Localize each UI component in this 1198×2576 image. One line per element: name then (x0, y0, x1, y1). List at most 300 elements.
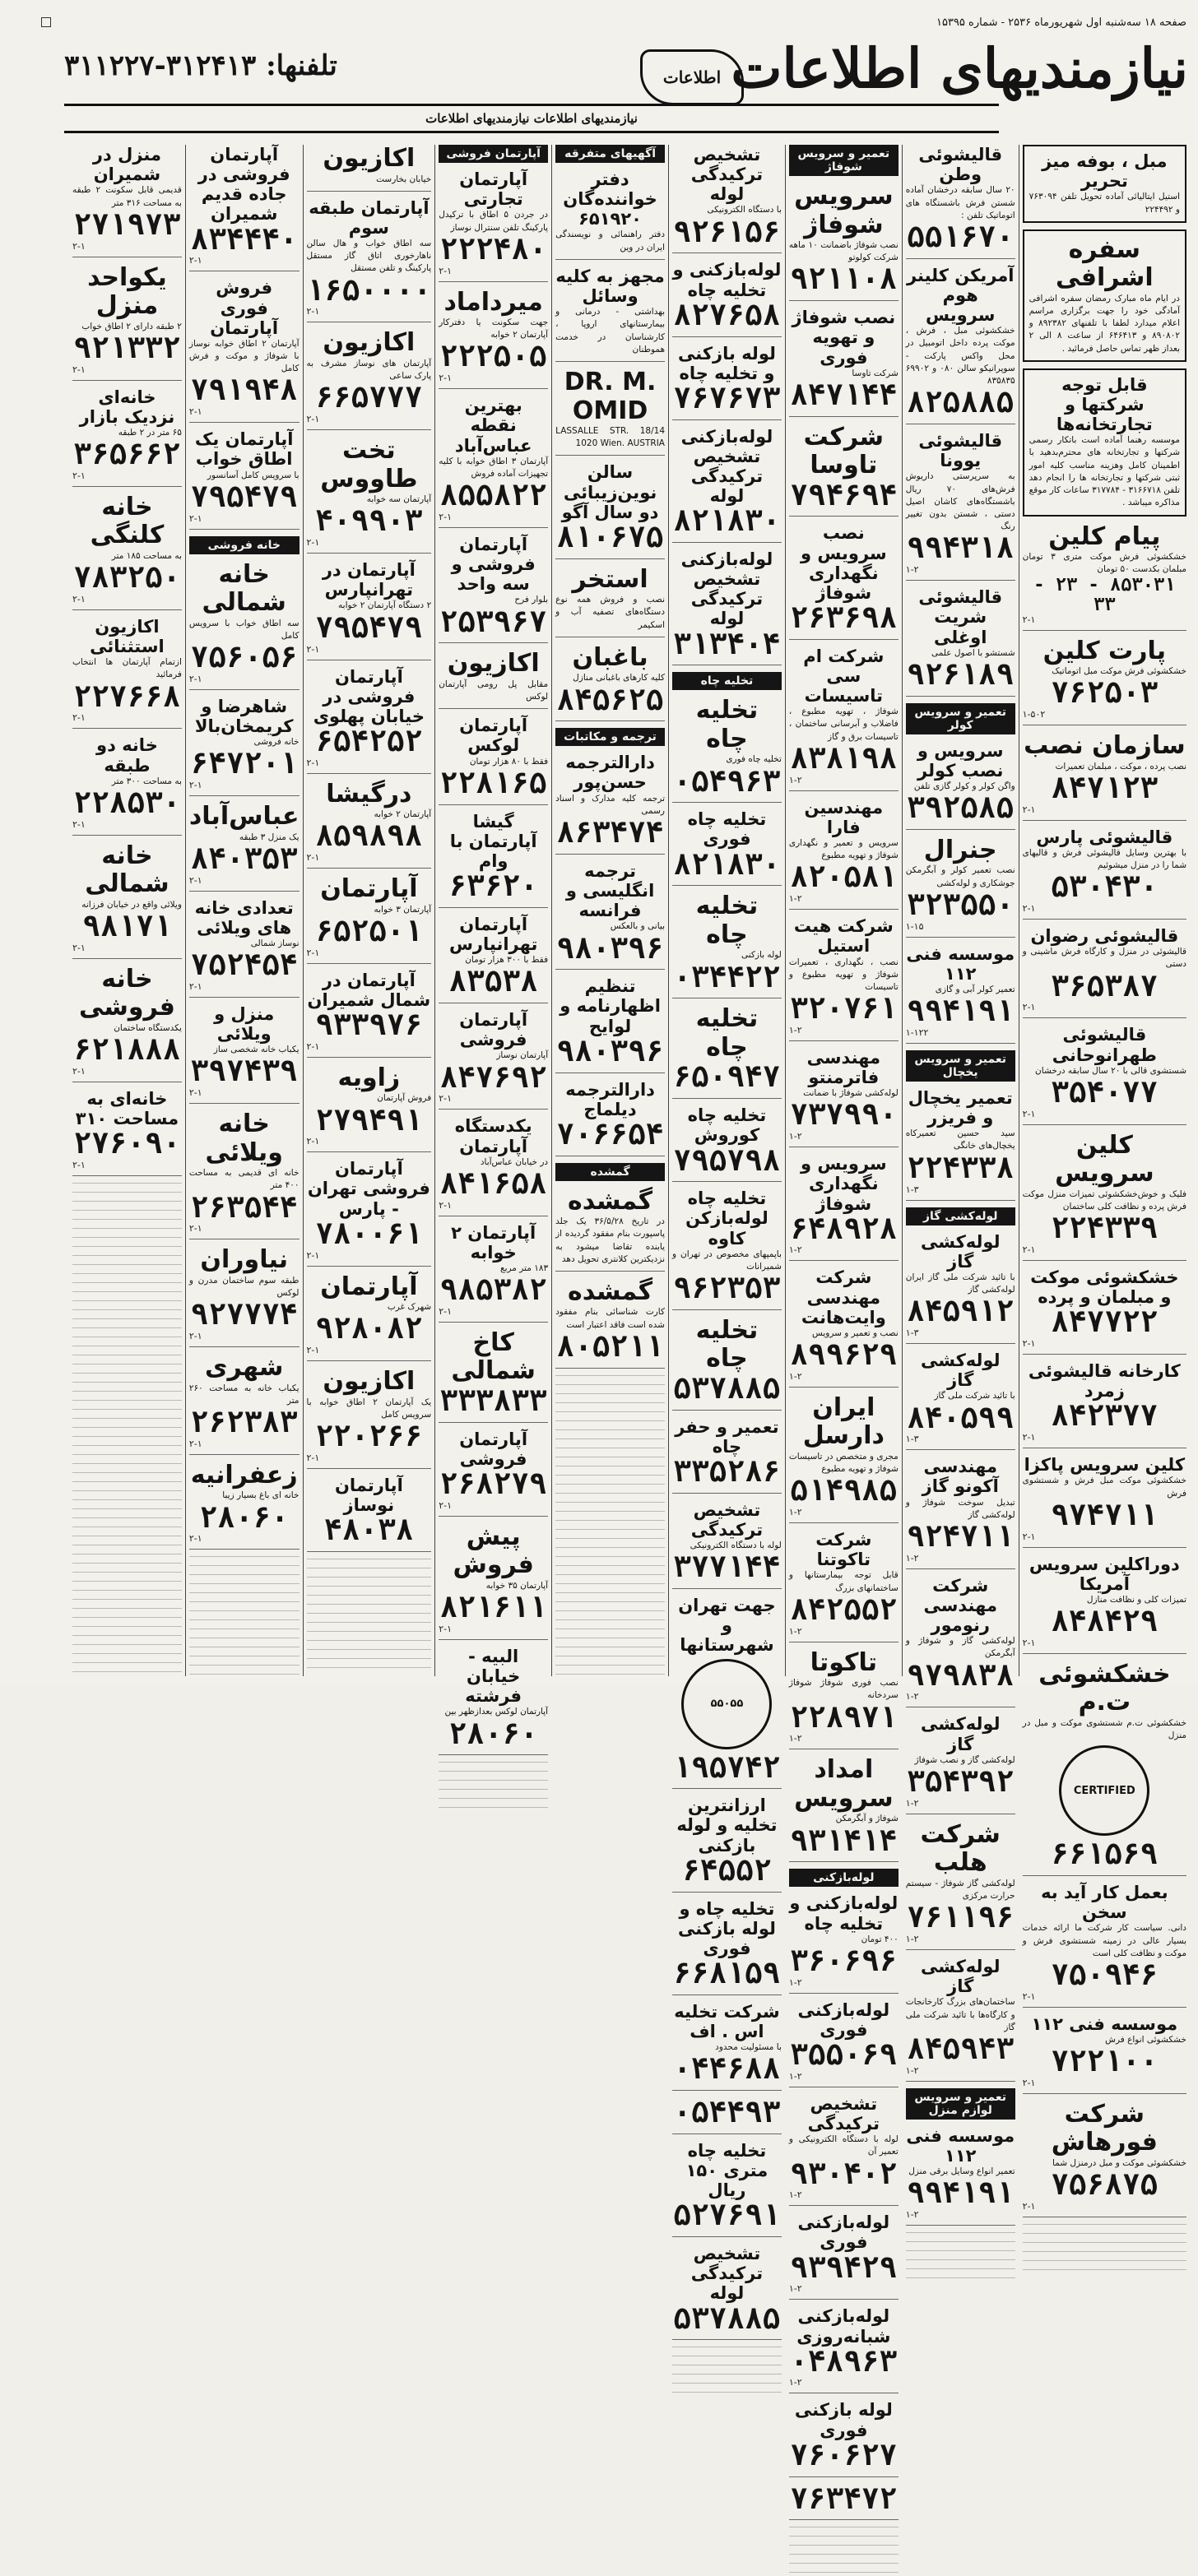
classified-ad (555, 1188, 665, 1272)
section-banner: آپارتمان فروشی (439, 145, 548, 163)
classified-ad (189, 1110, 300, 1239)
section-banner: ترجمه و مکاتبات (555, 728, 665, 746)
ad-phone: ۹۲۶۱۵۶ (673, 215, 781, 249)
ad-body: فروش آپارتمان (377, 1093, 432, 1104)
column-filler-rules (672, 2347, 782, 2396)
ad-title: خانه کلنگی (90, 492, 165, 550)
ad-code: ۱-۲ (905, 1797, 919, 1809)
section-banner: خانه فروشی (189, 536, 300, 554)
ad-body: لوله‌کشی گاز شوفاژ - سیستم حرارت مرکزی (905, 1878, 1015, 1901)
ad-body: شهرک غرب (387, 1302, 432, 1313)
ad-phone: ۷۶۰۶۲۷ (790, 2438, 898, 2472)
ad-body: شرکت تاوسا (852, 368, 898, 378)
ad-code: ۱-۲ (788, 2283, 802, 2295)
ad-phone: ۲۷۶۰۹۰ (73, 1126, 181, 1161)
ad-body: لوله با دستگاه الکترونیکی (690, 1541, 782, 1551)
ad-title: ارزانترین تخلیه و لوله بازکنی (676, 1795, 778, 1856)
classified-ad (72, 735, 182, 835)
ad-code: ۱-۵۰۲ (1022, 709, 1046, 720)
ad-title: تعمیر و حفر چاه (675, 1416, 779, 1457)
ad-phone: ۲۲۷۶۶۸ (73, 679, 181, 714)
ad-body: یکباب خانه به مساحت ۲۶۰ متر (188, 1383, 300, 1406)
ad-body: ۲۰ سال سابقه درخشان آماده شستن فرش باشستگاه های اتوماتیک تلفن : (905, 185, 1015, 220)
classified-ad (307, 971, 432, 1058)
ad-body: دفتر راهنمائی و نویسندگی ایران در وین (555, 229, 665, 253)
ad-title: خانه ویلائی (205, 1110, 283, 1167)
column-3 (785, 145, 902, 2516)
ad-body: به مساحت ۳۰۰ متر (111, 776, 182, 786)
ad-body: با بهترین وسایل قالیشوئی فرش و قالیهای شما را در منزل میشوئیم (1022, 847, 1186, 871)
ad-phone: ۸۲۷۶۵۸ (673, 298, 781, 332)
classified-ad (189, 1004, 300, 1104)
classified-ad (72, 966, 182, 1082)
classified-ad (307, 145, 432, 192)
ad-title: مهندسی آکونو گاز (922, 1457, 999, 1497)
ad-code: ۲-۱ (306, 1136, 320, 1147)
ad-phone: ۱۹۵۷۴۲ (673, 1750, 781, 1785)
ad-body: ۲ دستگاه آپارتمان ۲ خوابه (338, 600, 432, 611)
ad-body: نصب ، نگهداری ، تعمیرات شوفاژ و تهویه مطبوع و تاسیسات (788, 957, 898, 992)
ad-body: لوله‌کشی گاز و شوفاژ و آبگرمکن (905, 1636, 1015, 1659)
classified-ad (439, 169, 548, 282)
classified-ad (906, 1576, 1015, 1708)
ad-title: لوله بازکنی و تخلیه چاه (678, 343, 776, 383)
ad-title: سالن نوین‌زیبائی دو سال آگو (561, 462, 659, 522)
ad-phone: ۹۳۰۴۰۲ (790, 2157, 898, 2191)
ad-code: ۲-۱ (188, 1331, 202, 1342)
classified-ad (555, 169, 665, 260)
ad-title: قالیشوئی یوونا (918, 431, 1003, 471)
ad-code: ۲-۱ (306, 306, 320, 317)
ad-phone: ۸۴۷۱۲۳ (1051, 771, 1159, 805)
ad-phone: ۷۵۶۰۵۶ (190, 640, 298, 674)
ad-phone: ۲۷۱۹۷۳ (73, 207, 181, 242)
ad-body: آپارتمان سه خوابه (366, 494, 432, 505)
ad-body: قالیشوئی در منزل و کارگاه فرش ماشینی و دستی (1022, 947, 1186, 970)
ad-body: آپارتمان ۳۵ خوابه (485, 1580, 549, 1591)
ad-title: تشخیص ترکیدگی (807, 2093, 880, 2134)
ad-phone: ۸۴۵۹۴۳ (907, 2032, 1015, 2066)
ad-code: ۲-۱ (439, 373, 453, 384)
classified-ad (906, 431, 1015, 581)
ad-phone: ۲۸۰۶۰ (199, 1500, 289, 1535)
ad-code: ۲-۱ (188, 1087, 202, 1099)
ad-code: ۲-۱ (1022, 1531, 1036, 1542)
ad-title: پارت کلین (1042, 636, 1166, 665)
ad-code: ۲-۱ (1022, 903, 1036, 915)
ad-code: ۲-۱ (72, 818, 86, 830)
ad-phone: ۸۲۱۸۳۰ (673, 504, 781, 539)
ad-title: اکازیون استثنائی (90, 616, 165, 656)
ad-code: ۱-۲ (905, 1691, 919, 1703)
ad-phone: ۵۲۷۶۹۱ (673, 2198, 781, 2233)
ad-code: ۱-۲ (788, 774, 802, 785)
ad-code: ۱-۳ (905, 1184, 919, 1195)
ad-title: اکازیون (323, 1367, 416, 1397)
classified-ad (189, 429, 300, 529)
ad-body: شستشو با اصول علمی (931, 647, 1015, 658)
ad-phone: ۳۶۵۳۸۷ (1051, 969, 1159, 1003)
column-filler-rules (189, 1556, 300, 1676)
ad-title: قالیشوئی طهرانوحانی (1052, 1025, 1157, 1065)
classified-ad (555, 566, 665, 637)
ad-code: ۲-۱ (1022, 804, 1036, 815)
column-5 (551, 145, 668, 1676)
ad-body: خشکشوئی ت.م شستشوی موکت و مبل در منزل (1022, 1717, 1186, 1741)
ad-phone: ۷۵۲۴۵۴ (190, 948, 298, 983)
classified-ad (307, 781, 432, 869)
ad-body: شوفاژ ، تهویه مطبوع ، فاضلاب و آبرسانی ساختمان ، تاسیسات برق و گاز (788, 707, 898, 742)
masthead-title: نیازمندیهای اطلاعات (731, 36, 1188, 100)
classified-ad (555, 644, 665, 722)
ad-body: در تاریخ ۳۶/۵/۲۸ یک جلد پاسپورت بنام مفقود گردیده از یابنده تقاضا میشود به نزدیکترین کلانتری تحویل دهد (555, 1216, 665, 1264)
ad-code: ۲-۱ (72, 712, 86, 724)
ad-code: ۲-۱ (306, 1249, 320, 1261)
ad-title: مبل ، بوفه میز تحریر (1042, 151, 1168, 192)
classified-ad (189, 145, 300, 271)
ad-phone: ۹۸۰۳۹۶ (556, 931, 664, 966)
ad-code: ۲-۱ (439, 1199, 453, 1211)
ad-phone: ۹۷۹۸۳۸ (907, 1658, 1015, 1693)
classified-ad (439, 396, 548, 528)
classified-ad (307, 198, 432, 323)
ad-body: نوساز شمالی (250, 938, 300, 948)
ad-title: قالیشوئی وطن (918, 145, 1003, 185)
classified-ad (439, 1429, 548, 1517)
ad-title: نصب شوفاژ و تهویه فوری (792, 308, 896, 368)
ad-title: تخلیه چاه (695, 1315, 759, 1374)
ad-title: تخلیه چاه متری ۱۵۰ ریال (685, 2140, 768, 2201)
section-banner: تعمیر و سرویس شوفاژ (789, 145, 898, 176)
classified-ad (307, 437, 432, 554)
ad-body: استیل ایتالیائی آماده تحویل تلفن ۷۶۳۰۹۴ و ۲۲۴۴۹۲ (1029, 192, 1180, 215)
classified-ad (906, 1821, 1015, 1950)
classified-ad (906, 1232, 1015, 1345)
ad-title: تخلیه چاه (695, 696, 759, 753)
ad-title: لوله‌بازکنی فوری (797, 1999, 890, 2040)
classified-ad (1023, 2101, 1186, 2217)
ad-body: آپارتمان ۳ اطاق خوابه با کلیه تجهیزات آماده فروش (439, 456, 549, 479)
classified-ad (789, 1649, 898, 1750)
column-filler-rules (307, 1559, 432, 1676)
column-filler-rules (789, 2527, 898, 2576)
ad-phone: ۳۵۴۳۹۲ (907, 1764, 1015, 1799)
classified-ad (555, 462, 665, 558)
ad-phone: ۹۸۱۷۱ (82, 909, 172, 943)
ad-phone: ۵۳۷۸۸۵ (673, 2301, 781, 2336)
ad-phone: ۹۲۱۱۰۸ (790, 262, 898, 297)
ad-phone: ۲۲۲۴۸۰ (439, 232, 547, 266)
classified-ad (906, 1457, 1015, 1569)
ad-title: شاهرضا و کریمخان‌بالا (194, 696, 294, 736)
classified-ad (789, 2400, 898, 2476)
ad-body: آپارتمان نوساز (496, 1050, 549, 1061)
ad-code: ۲-۱ (72, 470, 86, 481)
ad-phone: ۸۴۷۷۲۲ (1051, 1305, 1159, 1340)
ad-title: سازمان نصب (1024, 731, 1186, 761)
classified-ad (789, 424, 898, 517)
ad-code: ۲-۱ (439, 1093, 453, 1105)
ad-body: نصب و فروش همه نوع دستگاه‌های تصفیه آب و اسکیمر (555, 595, 665, 630)
ad-title: آپارتمان (320, 1272, 418, 1301)
ad-phone: ۶۲۱۸۸۸ (73, 1032, 181, 1067)
ad-title: خانه شمالی (202, 559, 286, 618)
classified-ad (307, 1476, 432, 1552)
ad-title: بهترین نقطه عباس‌آباد (454, 396, 532, 456)
ad-code: ۲-۱ (1022, 1990, 1036, 2002)
ad-body: با تائید شرکت ملی گاز ایران لوله‌کشی گاز (905, 1272, 1015, 1295)
classified-ad (1023, 827, 1186, 920)
classified-ad (672, 892, 782, 998)
ad-title: خانه شمالی (85, 841, 169, 899)
classified-ad (906, 1351, 1015, 1450)
classified-ad (789, 1048, 898, 1147)
classified-ad (906, 1714, 1015, 1814)
ad-phone: ۳۵۴۰۷۷ (1051, 1075, 1159, 1110)
classified-ad (555, 753, 665, 855)
ad-title: خشکشوئی ت.م (1038, 1659, 1171, 1717)
ad-body: سید حسین تعمیرکاه یخچال‌های خانگی (905, 1128, 1015, 1151)
classified-ad (672, 1899, 782, 1995)
ad-body: تعمیر انواع وسایل برقی منزل (908, 2166, 1015, 2177)
ad-phone: ۹۶۲۳۵۳ (673, 1272, 781, 1306)
ad-phone: ۲۲۸۱۶۵ (439, 766, 547, 800)
classified-ad (439, 812, 548, 908)
ad-code: ۱-۲ (788, 1976, 802, 1988)
ad-code: ۱-۲ (788, 893, 802, 905)
ad-title: شرکت هیت استیل (793, 916, 894, 957)
ad-body: ساختمان‌های بزرگ کارخانجات و کارگاه‌ها با تائید شرکت ملی گاز (905, 1997, 1015, 2032)
ad-phone: ۹۲۶۱۸۹ (907, 657, 1015, 692)
ad-code: ۲-۱ (72, 942, 86, 953)
classified-ad (789, 2000, 898, 2087)
ad-body: خشکشوئی فرش موکت متری ۳ تومان مبلمان بکدست ۵۰ تومان (1022, 552, 1187, 575)
ad-phone: ۸۶۳۴۷۴ (556, 816, 664, 850)
column-filler-rules (439, 1762, 548, 1811)
classified-ad (307, 1064, 432, 1153)
classified-ad (1023, 1267, 1186, 1355)
ad-body: نصب و تعمیر و سرویس (811, 1327, 898, 1338)
classified-ad (906, 145, 1015, 259)
classified-ad (439, 650, 548, 709)
ad-code: ۱-۲ (788, 1024, 802, 1035)
ad-phone: ۲۸۰۶۰ (448, 1717, 538, 1751)
ad-title: شرکت تخلیه اس . اف (674, 2001, 780, 2041)
classified-ad (189, 561, 300, 690)
ad-body: بیانی و بالعکس (610, 921, 665, 932)
classified-ad (1023, 1661, 1186, 1876)
ad-title: آپارتمان طبقه سوم (309, 197, 430, 238)
ad-body: آپارتمان ۳ خوابه (374, 904, 432, 915)
ad-title: عباس‌آباد (188, 802, 300, 832)
classified-ad (1023, 229, 1186, 362)
ad-title: لوله‌کشی گاز (920, 1351, 1001, 1391)
ad-code: ۱-۲ (788, 1244, 802, 1256)
classified-ad (906, 1957, 1015, 2082)
ad-phone: ۹۸۵۳۸۲ (439, 1273, 547, 1308)
ad-body: دانی. سیاست کار شرکت ما‌‌‌ ارائه خدمات بسیار عالی در زمینه شستشوی فرش و موکت و نظافت کلی است (1022, 1923, 1186, 1958)
ad-phone: ۷۹۵۴۷۹ (190, 480, 298, 514)
ad-phone: ۷۶۱۱۹۶ (907, 1901, 1015, 1935)
ad-title: کارخانه قالیشوئی زمرد (1028, 1361, 1181, 1402)
column-4 (668, 145, 785, 2336)
ad-code: ۲-۱ (306, 1345, 320, 1356)
classified-ad (789, 2212, 898, 2300)
ad-body: خشکشوئی فرش موکت مبل اتوماتیک (1052, 666, 1186, 677)
ad-title: DR. M. OMID (564, 368, 657, 425)
ad-code: ۲-۱ (1022, 614, 1036, 625)
classified-ad (672, 1188, 782, 1310)
section-banner: تخلیه چاه (672, 672, 782, 690)
ad-phone: ۳۶۰۶۹۶ (790, 1944, 898, 1978)
ad-title: تخلیه چاه فوری (687, 809, 767, 850)
ad-title: کلین سرویس پاکزا (1024, 1455, 1186, 1476)
classified-ad (906, 741, 1015, 830)
ad-title: لوله‌بازکنی فوری (797, 2212, 890, 2253)
classified-ad (439, 1116, 548, 1216)
ad-body: خشکشوئی موکت مبل فرش و شستشوی فرش (1022, 1476, 1186, 1499)
ad-body: تبدیل سوخت شوفاژ و لوله‌کشی گاز (905, 1497, 1015, 1520)
ad-phone: ۷۹۵۷۹۸ (673, 1143, 781, 1178)
ad-body: جهت سکونت یا دفترکار آپارتمان ۲ خوابه (439, 317, 549, 341)
classified-ad (672, 2002, 782, 2091)
ad-phone: ۶۶۸۱۵۹ (673, 1956, 781, 1990)
ad-title: پیش فروش (453, 1522, 534, 1580)
classified-ad (789, 183, 898, 301)
ad-title: خانه‌ای نزدیک بازار (79, 387, 175, 427)
ad-body: سه اطاق خواب با سرویس کامل (188, 618, 300, 641)
ad-title: خانه دو طبقه (96, 735, 158, 776)
ad-title: شرکت هلب (920, 1819, 1001, 1878)
ad-title: سرویس و نصب کولر (917, 740, 1004, 781)
ad-body: کارت شناسائی بنام مفقود شده است فاقد اعتبار است (555, 1307, 665, 1330)
classified-ad (672, 145, 782, 253)
ad-phone: ۲۲۴۳۳۹ (1051, 1212, 1159, 1246)
ad-body: مقابل پل رومی آپارتمان لوکس (439, 679, 549, 702)
ad-body: واگن کولر و کولر گازی تلفن (913, 781, 1015, 791)
ad-phone: ۸۳۵۳۸ (448, 965, 538, 999)
classified-ad (1023, 1455, 1186, 1547)
classified-ad (307, 1368, 432, 1469)
ad-code: ۱-۲ (788, 1507, 802, 1518)
classified-ad (189, 803, 300, 892)
ad-phone: ۲۲۸۹۷۱ (790, 1700, 898, 1735)
ad-title: کلین سرویس (1055, 1130, 1154, 1188)
ad-phone: ۰۵۴۴۹۳ (673, 2096, 781, 2130)
ad-phone: ۸۲۱۶۱۱ (439, 1591, 547, 1625)
ad-title: سرویس شوفاژ (794, 182, 894, 239)
ad-phone: ۲۲۰۲۶۶ (315, 1420, 423, 1454)
ad-phone: ۹۲۷۷۷۴ (190, 1298, 298, 1332)
ad-code: ۱-۳ (905, 1327, 919, 1339)
ad-body: به سرپرستی داریوش فرش‌های ۷۰ ریال باشستگاه‌های کاشان اصیل دستی ، شستن بدون تغییر رنگ (905, 471, 1015, 532)
classified-ad (72, 1089, 182, 1176)
ad-title: لوله‌بازکنی شبانه‌روزی (796, 2306, 891, 2347)
ad-code: ۱-۲ (788, 2070, 802, 2082)
ad-code: ۲-۱ (188, 780, 202, 791)
classified-ad (1023, 1132, 1186, 1261)
classified-ad (789, 523, 898, 639)
ad-code: ۲-۱ (188, 255, 202, 266)
ad-code: ۲-۱ (439, 1305, 453, 1317)
classified-ad (1023, 1025, 1186, 1124)
section-banner: آگهیهای متفرقه (555, 145, 665, 163)
ad-phone: ۹۹۴۱۹۱ (907, 2176, 1015, 2211)
column-7 (303, 145, 435, 1676)
ad-body: با دستگاه الکترونیکی (707, 205, 782, 215)
ad-phone: ۵۳۰۴۳۰ (1051, 870, 1159, 905)
ad-phone: ۷۹۱۹۴۸ (190, 373, 298, 408)
ad-title: آپارتمان فروشی (459, 1010, 528, 1050)
ad-title: شهری (204, 1353, 284, 1383)
ad-title: تاکوتا (810, 1647, 877, 1677)
ad-phone: ۹۷۴۷۱۱ (1051, 1498, 1159, 1532)
classified-ad (672, 549, 782, 665)
ad-title: موسسه فنی ۱۱۲ (906, 2125, 1015, 2166)
ad-code: ۲-۱ (1022, 1637, 1036, 1648)
ad-body: ۴۰۰ تومان (861, 1934, 898, 1944)
ad-title: یکدستگاه آپارتمان (454, 1116, 532, 1156)
ad-title: شرکت فورهاش (1051, 2099, 1158, 2157)
ad-title: آپارتمان لوکس (459, 716, 528, 756)
ad-body: قدیمی قابل سکونت ۲ طبقه به مساحت ۳۱۶ متر (72, 185, 182, 208)
ad-body: طبقه سوم ساختمان مدرن و لوکس (188, 1275, 300, 1299)
ad-title: خشکشوئی موکت و مبلمان و پرده (1030, 1267, 1179, 1308)
ad-phone: ۸۵۳۰۳۱ - ۲۳ - ۳۳ (1033, 575, 1176, 615)
ad-body: نصب تعمیر کولر و آبگرمکن جوشکاری و لوله‌کشی (905, 865, 1015, 888)
classified-ad (672, 1417, 782, 1494)
classified-ad (906, 944, 1015, 1044)
page-info: صفحه ۱۸ سه‌شنبه اول شهریورماه ۲۵۳۶ - شماره ۱۵۳۹۵ (936, 16, 1186, 29)
ad-title: یکواحد منزل (87, 262, 167, 321)
ad-title: سفره اشرافی (1055, 234, 1154, 293)
ad-body: بهداشتی - درمانی و بیمارستانهای اروپا ، کارشناسان در خدمت هموطنان (555, 307, 665, 354)
masthead-logo: اطلاعات (640, 49, 744, 105)
classified-ad (906, 587, 1015, 696)
ad-phone: ۶۵۲۵۰۱ (315, 914, 423, 948)
classified-ad (1023, 523, 1186, 631)
ad-title: لوله بازکنی فوری (794, 2400, 893, 2440)
ad-body: خشکشوئی مبل ، فرش ، موکت پرده داخل اتومبیل در محل واکس پارکت - سوپرانیکو سالن ۰۸۰ و ۶۹۹۰۲ ۸۳۵۸۳۵ (905, 326, 1015, 387)
page-info-line (41, 13, 1186, 31)
classified-ad (672, 1500, 782, 1589)
ad-code: ۲-۱ (72, 364, 86, 375)
classified-ad (1023, 1554, 1186, 1654)
ad-body: لوله‌کشی گاز و نصب شوفاژ (914, 1754, 1015, 1765)
ad-code: ۱-۲ (788, 1733, 802, 1744)
ad-phone: ۴۸۰۳۸ (324, 1513, 414, 1548)
classified-ad (189, 898, 300, 998)
ad-code: ۲-۱ (306, 947, 320, 958)
ad-body: مجری و متخصص در تاسیسات شوفاژ و تهویه مطبوع (788, 1451, 898, 1475)
ad-title: درگیشا (326, 779, 412, 808)
ad-code: ۲-۱ (188, 874, 202, 886)
ad-code: ۲-۱ (439, 1499, 453, 1511)
ad-code: ۲-۱ (188, 406, 202, 418)
ad-body: تمیزات کلی و نظافت منازل (1086, 1594, 1186, 1605)
ad-code: ۲-۱ (439, 511, 453, 522)
ad-title: مهندسین فارا (804, 797, 884, 837)
ad-title: دفتر خواننده‌گان ۶۵۱۹۲۰ (563, 169, 657, 229)
ad-title: دارالترجمه حسن‌پور (565, 753, 655, 793)
ad-title: تشخیص ترکیدگی لوله (690, 2244, 764, 2304)
ad-phone: ۶۴۸۹۲۸ (790, 1212, 898, 1246)
classified-ad (672, 2097, 782, 2134)
ad-body: یکباب خانه شخصی ساز (213, 1045, 300, 1055)
ad-phone: ۸۳۴۴۴۰ (190, 222, 298, 257)
ad-body: با مسئولیت محدود (715, 2042, 782, 2053)
ad-phone: ۸۴۸۴۲۹ (1051, 1605, 1159, 1639)
